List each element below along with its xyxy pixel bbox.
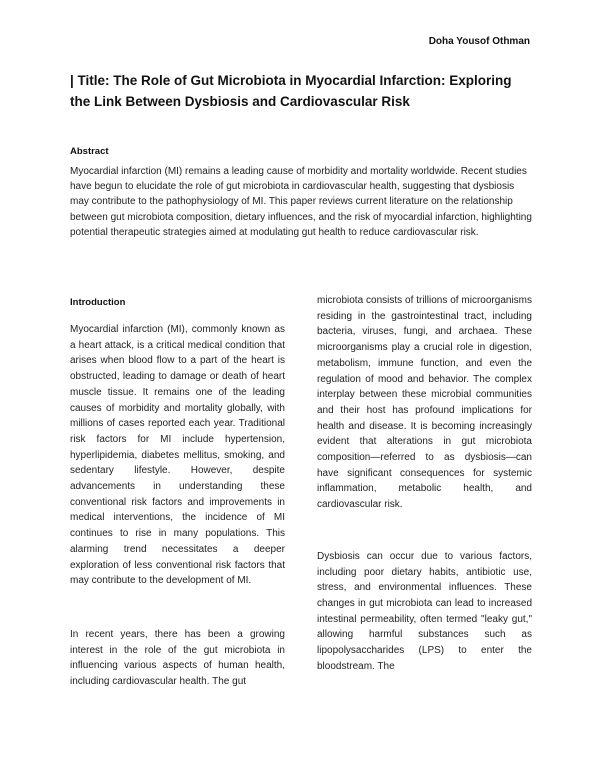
abstract-heading: Abstract — [70, 146, 109, 157]
paragraph-spacer — [70, 589, 285, 627]
intro-paragraph-2: In recent years, there has been a growing interest in the role of the gut microbiota in influencing various aspects of human health, including cardiovascular health. The gut — [70, 628, 285, 688]
author-name: Doha Yousof Othman — [428, 36, 530, 47]
paper-title: | Title: The Role of Gut Microbiota in Myocardial Infarction: Exploring the Link Between Dysbiosis and Cardiovascular Risk — [70, 73, 512, 109]
right-column — [317, 293, 532, 674]
introduction-heading: Introduction — [70, 297, 126, 308]
paragraph-spacer — [317, 513, 532, 549]
intro-paragraph-2-continued: microbiota consists of trillions of microorganisms residing in the gastrointestinal tract, including bacteria, viruses, fungi, and archaea. These microorganisms play a crucial role in digestion, metabolism, immune function, and even the regulation of mood and behavior. The complex interplay between these microbial communities and their host has profound implications for health and disease. It is becoming increasingly evident that alterations in gut microbiota composition—referred to as dysbiosis—can have significant consequences for systemic inflammation, metabolic health, and cardiovascular risk. — [317, 295, 532, 511]
abstract-text: Myocardial infarction (MI) remains a leading cause of morbidity and mortality worldwide. Recent studies have begun to elucidate the role of gut microbiota in cardiovascular health, suggesting that dysbiosis may contribute to the pathophysiology of MI. This paper reviews current literature on the relationship between gut microbiota composition, dietary influences, and the risk of myocardial infarction, highlighting potential therapeutic strategies aimed at modulating gut health to reduce cardiovascular risk. — [70, 166, 532, 238]
intro-paragraph-3: Dysbiosis can occur due to various factors, including poor dietary habits, antibiotic use, stress, and environmental influences. These changes in gut microbiota can lead to increased intestinal permeability, often termed "leaky gut," allowing harmful substances such as lipopolysaccharides (LPS) to enter the bloodstream. The — [317, 550, 532, 672]
left-column — [70, 296, 285, 690]
intro-paragraph-1: Myocardial infarction (MI), commonly known as a heart attack, is a critical medical condition that arises when blood flow to a part of the heart is obstructed, leading to damage or death of heart muscle tissue. It remains one of the leading causes of morbidity and mortality globally, with millions of cases reported each year. Traditional risk factors for MI include hypertension, hyperlipidemia, diabetes mellitus, smoking, and sedentary lifestyle. However, despite advancements in understanding these conventional risk factors and improvements in medical interventions, the incidence of MI continues to rise in many populations. This alarming trend necessitates a deeper exploration of less conventional risk factors that may contribute to the development of MI. — [70, 324, 285, 587]
